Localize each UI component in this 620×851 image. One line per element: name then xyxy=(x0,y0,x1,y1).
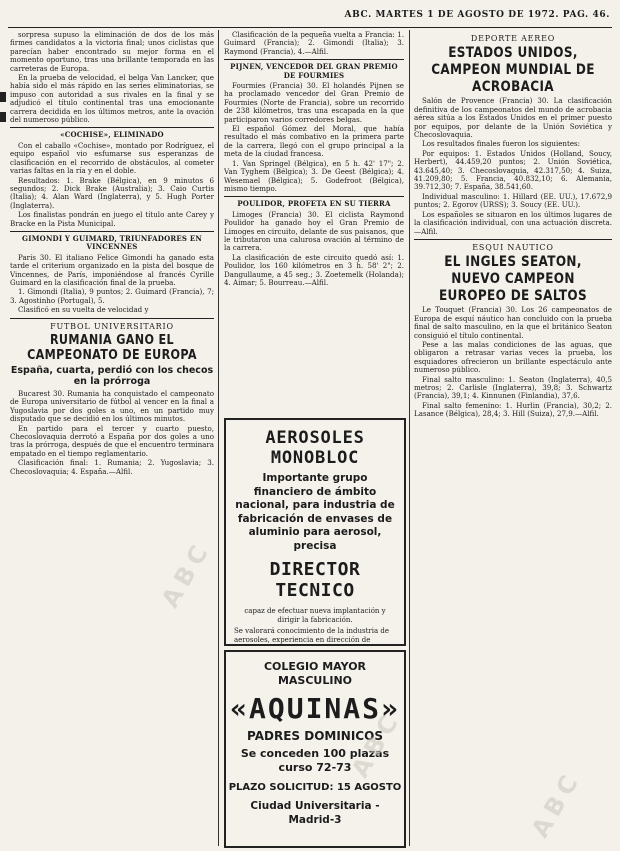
article-paragraph: Los resultados finales fueron los siguientes: xyxy=(422,139,581,149)
ad-name: «AQUINAS» xyxy=(230,692,400,725)
article-paragraph: 1. Van Springel (Bélgica), en 5 h. 42' 17"; 2. Van Tyghem (Bélgica); 3. De Geest (Bélgica); 4. Wesemael (Bélgica); 5. Godefroot (Bélgica), mismo tiempo. xyxy=(224,158,404,193)
separator xyxy=(224,59,404,60)
watermark: ABC xyxy=(345,705,407,783)
separator xyxy=(10,231,214,232)
ad-title: AEROSOLES MONOBLOC xyxy=(265,428,365,468)
article-paragraph: El español Gómez del Moral, que había resultado el más combativo en la primera parte de la carrera, llegó con el grupo principal a la meta de la ciudad francesa. xyxy=(224,124,404,159)
article-paragraph: Pese a las malas condiciones de las aguas, que obligaron a retrasar varias veces la prueba, los esquiadores ofrecieron un brillante espectáculo ante numeroso público. xyxy=(414,339,612,375)
ad-aquinas xyxy=(224,650,406,848)
article-paragraph: En partido para el tercer y cuarto puesto, Checoslovaquia derrotó a España por dos goles a uno tras la prórroga, después de que el encuentro terminara empatado en el tiempo reglamentario. xyxy=(10,423,214,458)
ad-deadline: PLAZO SOLICITUD: 15 AGOSTO xyxy=(228,782,402,793)
article-paragraph: En la prueba de velocidad, el belga Van Lancker, que había sido el más rápido en las series eliminatorias, se impuso con autoridad a sus rivales en la final y se adjudicó el título continental tras una emocionante carrera decidida en los últimos metros, ante la ovación del numeroso público. xyxy=(10,73,214,125)
article-paragraph: Clasificación final: 1. Rumania; 2. Yugoslavia; 3. Checoslovaquia; 4. España.—Alfil. xyxy=(10,458,214,476)
section-kicker: FUTBOL UNIVERSITARIO xyxy=(50,321,174,331)
watermark: ABC xyxy=(155,535,217,613)
article-paragraph: 1. Gimondi (Italia), 9 puntos; 2. Guimard (Francia), 7; 3. Agostinho (Portugal), 5. xyxy=(10,287,214,305)
article-paragraph: La clasificación de este circuito quedó así: 1. Poulidor, los 160 kilómetros en 3 h. 58' 2"; 2. Dangullaume, a 45 seg.; 3. Zoetemelk (Holanda); 4. Aimar; 5. Bourreau.—Alfil. xyxy=(224,252,404,287)
ad-description: capaz de efectuar nueva implantación y dirigir la fabricación. xyxy=(244,607,386,624)
column-3 xyxy=(414,31,612,843)
subheading: POULIDOR, PROFETA EN SU TIERRA xyxy=(237,199,391,209)
article-paragraph: sorpresa supuso la eliminación de dos de los más firmes candidatos a la victoria final; unos ciclistas que parecían haber encontrado su mejor forma en el momento oportuno, tras una brillante temporada en las carreteras de Europa. xyxy=(10,31,214,73)
column-divider xyxy=(218,30,219,846)
separator xyxy=(10,318,214,319)
section-kicker: DEPORTE AEREO xyxy=(470,34,556,43)
subheading: GIMONDI Y GUIMARD, TRIUNFADORES EN VINCENNES xyxy=(22,233,202,252)
separator xyxy=(10,127,214,128)
subheading: PIJNEN, VENCEDOR DEL GRAN PREMIO DE FOURMIES xyxy=(230,62,398,80)
ad-fathers: PADRES DOMINICOS xyxy=(247,729,383,743)
article-paragraph: Clasificación de la pequeña vuelta a Francia: 1. Guimard (Francia); 2. Gimondi (Italia); 3. Raymond (Francia), 4.—Alfil. xyxy=(224,31,404,56)
column-divider xyxy=(409,30,410,846)
article-paragraph: Limoges (Francia) 30. El ciclista Raymond Poulidor ha ganado hoy el Gran Premio de Limoges en circuito, delante de sus paisanos, que le tributaron una calurosa ovación al término de la carrera. xyxy=(224,209,404,253)
column-2 xyxy=(224,31,404,411)
subheading: «COCHISE», ELIMINADO xyxy=(60,130,164,140)
article-paragraph: Los finalistas pondrán en juego el título ante Carey y Bracke en la Pista Municipal. xyxy=(10,210,214,228)
article-paragraph: Le Touquet (Francia) 30. Los 26 campeonatos de Europa de esquí náutico han concluido con la prueba final de salto masculino, en la que el británico Seaton consiguió el título continental. xyxy=(414,305,612,340)
headline: RUMANIA GANO EL CAMPEONATO DE EUROPA xyxy=(27,333,197,363)
article-paragraph: Salón de Provence (Francia) 30. La clasificación definitiva de los campeonatos del mundo de acrobacia aérea sitúa a los Estados Unidos en el primer puesto por equipos, por delante de la Unión Soviética y Checoslovaquia. xyxy=(414,96,612,140)
article-paragraph: Resultados: 1. Brake (Bélgica), en 9 minutos 6 segundos; 2. Dick Brake (Australia); 3. Caio Curtis (Italia); 4. Alan Ward (Inglaterra), y 5. Hugh Porter (Inglaterra). xyxy=(10,175,214,210)
separator xyxy=(224,196,404,197)
ad-details: Se valorará conocimiento de la industria de aerosoles, experiencia en dirección de xyxy=(234,627,390,644)
article-paragraph: Con el caballo «Cochise», montado por Rodríguez, el equipo español vio esfumarse sus esperanzas de clasificación en el recorrido de obstáculos, al cometer varias faltas en la ría y en el doble. xyxy=(10,140,214,176)
deck: España, cuarta, perdió con los checos en la prórroga xyxy=(10,365,214,387)
article-paragraph: Clasificó en su vuelta de velocidad y xyxy=(18,305,149,315)
ad-address: Ciudad Universitaria - Madrid-3 xyxy=(250,800,380,826)
headline: ESTADOS UNIDOS, CAMPEON MUNDIAL DE ACROBACIA xyxy=(431,45,595,96)
ad-aerosoles xyxy=(224,418,406,646)
margin-mark xyxy=(0,92,6,102)
separator xyxy=(414,239,612,240)
page-header: ABC. MARTES 1 DE AGOSTO DE 1972. PAG. 46. xyxy=(344,10,610,20)
ad-title: COLEGIO MAYOR MASCULINO xyxy=(263,660,367,687)
margin-mark xyxy=(0,112,6,122)
article-paragraph: Individual masculino: 1. Hillard (EE. UU.), 17.672,9 puntos; 2. Egorov (URSS); 3. Soucy (EE. UU.). xyxy=(414,191,612,210)
headline: EL INGLES SEATON, NUEVO CAMPEON EUROPEO DE SALTOS xyxy=(438,254,588,305)
article-paragraph: Final salto masculino: 1. Seaton (Inglaterra), 40,5 metros; 2. Carlisle (Inglaterra), 39,8; 3. Schwartz (Francia), 39,1; 4. Kinnunen (Finlandia), 37,6. xyxy=(414,374,612,401)
section-kicker: ESQUI NAUTICO xyxy=(472,242,554,252)
article-paragraph: Bucarest 30. Rumania ha conquistado el campeonato de Europa universitario de fútbol al vencer en la final a Yugoslavia por dos goles a uno, en un partido muy disputado que se decidió en los últimos minutos. xyxy=(10,389,214,424)
watermark: ABC xyxy=(525,765,587,843)
article-paragraph: Fourmies (Francia) 30. El holandés Pijnen se ha proclamado vencedor del Gran Premio de Fourmies (Norte de Francia), sobre un recorrido de 238 kilómetros, tras una escapada en la que participaron varios corredores belgas. xyxy=(224,81,404,124)
column-1 xyxy=(10,31,217,843)
article-paragraph: Final salto femenino: 1. Hurlin (Francia), 30,2; 2. Lasance (Bélgica), 28,4; 3. Hill (Suiza), 27,9.—Alfil. xyxy=(414,400,612,419)
article-paragraph: Los españoles se situaron en los últimos lugares de la clasificación individual, con una actuación discreta.—Alfil. xyxy=(414,209,612,236)
ad-offer: Se conceden 100 plazas curso 72-73 xyxy=(240,747,390,774)
ad-position: DIRECTOR TECNICO xyxy=(269,559,361,601)
header-rule xyxy=(8,27,612,28)
ad-text: Importante grupo financiero de ámbito nacional, para industria de fabricación de envases de aluminio para aerosol, precisa xyxy=(235,472,395,552)
article-paragraph: Por equipos: 1. Estados Unidos (Holland, Soucy, Herbert), 44.459,20 puntos; 2. Unión Soviética, 43.645,40; 3. Checoslovaquia, 42.317,50; 4. Suiza, 41.209,80; 5. Francia, 40.832,10; 6. Alemania, 39.712,30; 7. España, 38.541,60. xyxy=(414,148,612,192)
article-paragraph: París 30. El italiano Felice Gimondi ha ganado esta tarde el criterium organizado en la pista del bosque de Vincennes, de París, imponiéndose al francés Cyrille Guimard en la clasificación final de la prueba. xyxy=(10,252,214,287)
